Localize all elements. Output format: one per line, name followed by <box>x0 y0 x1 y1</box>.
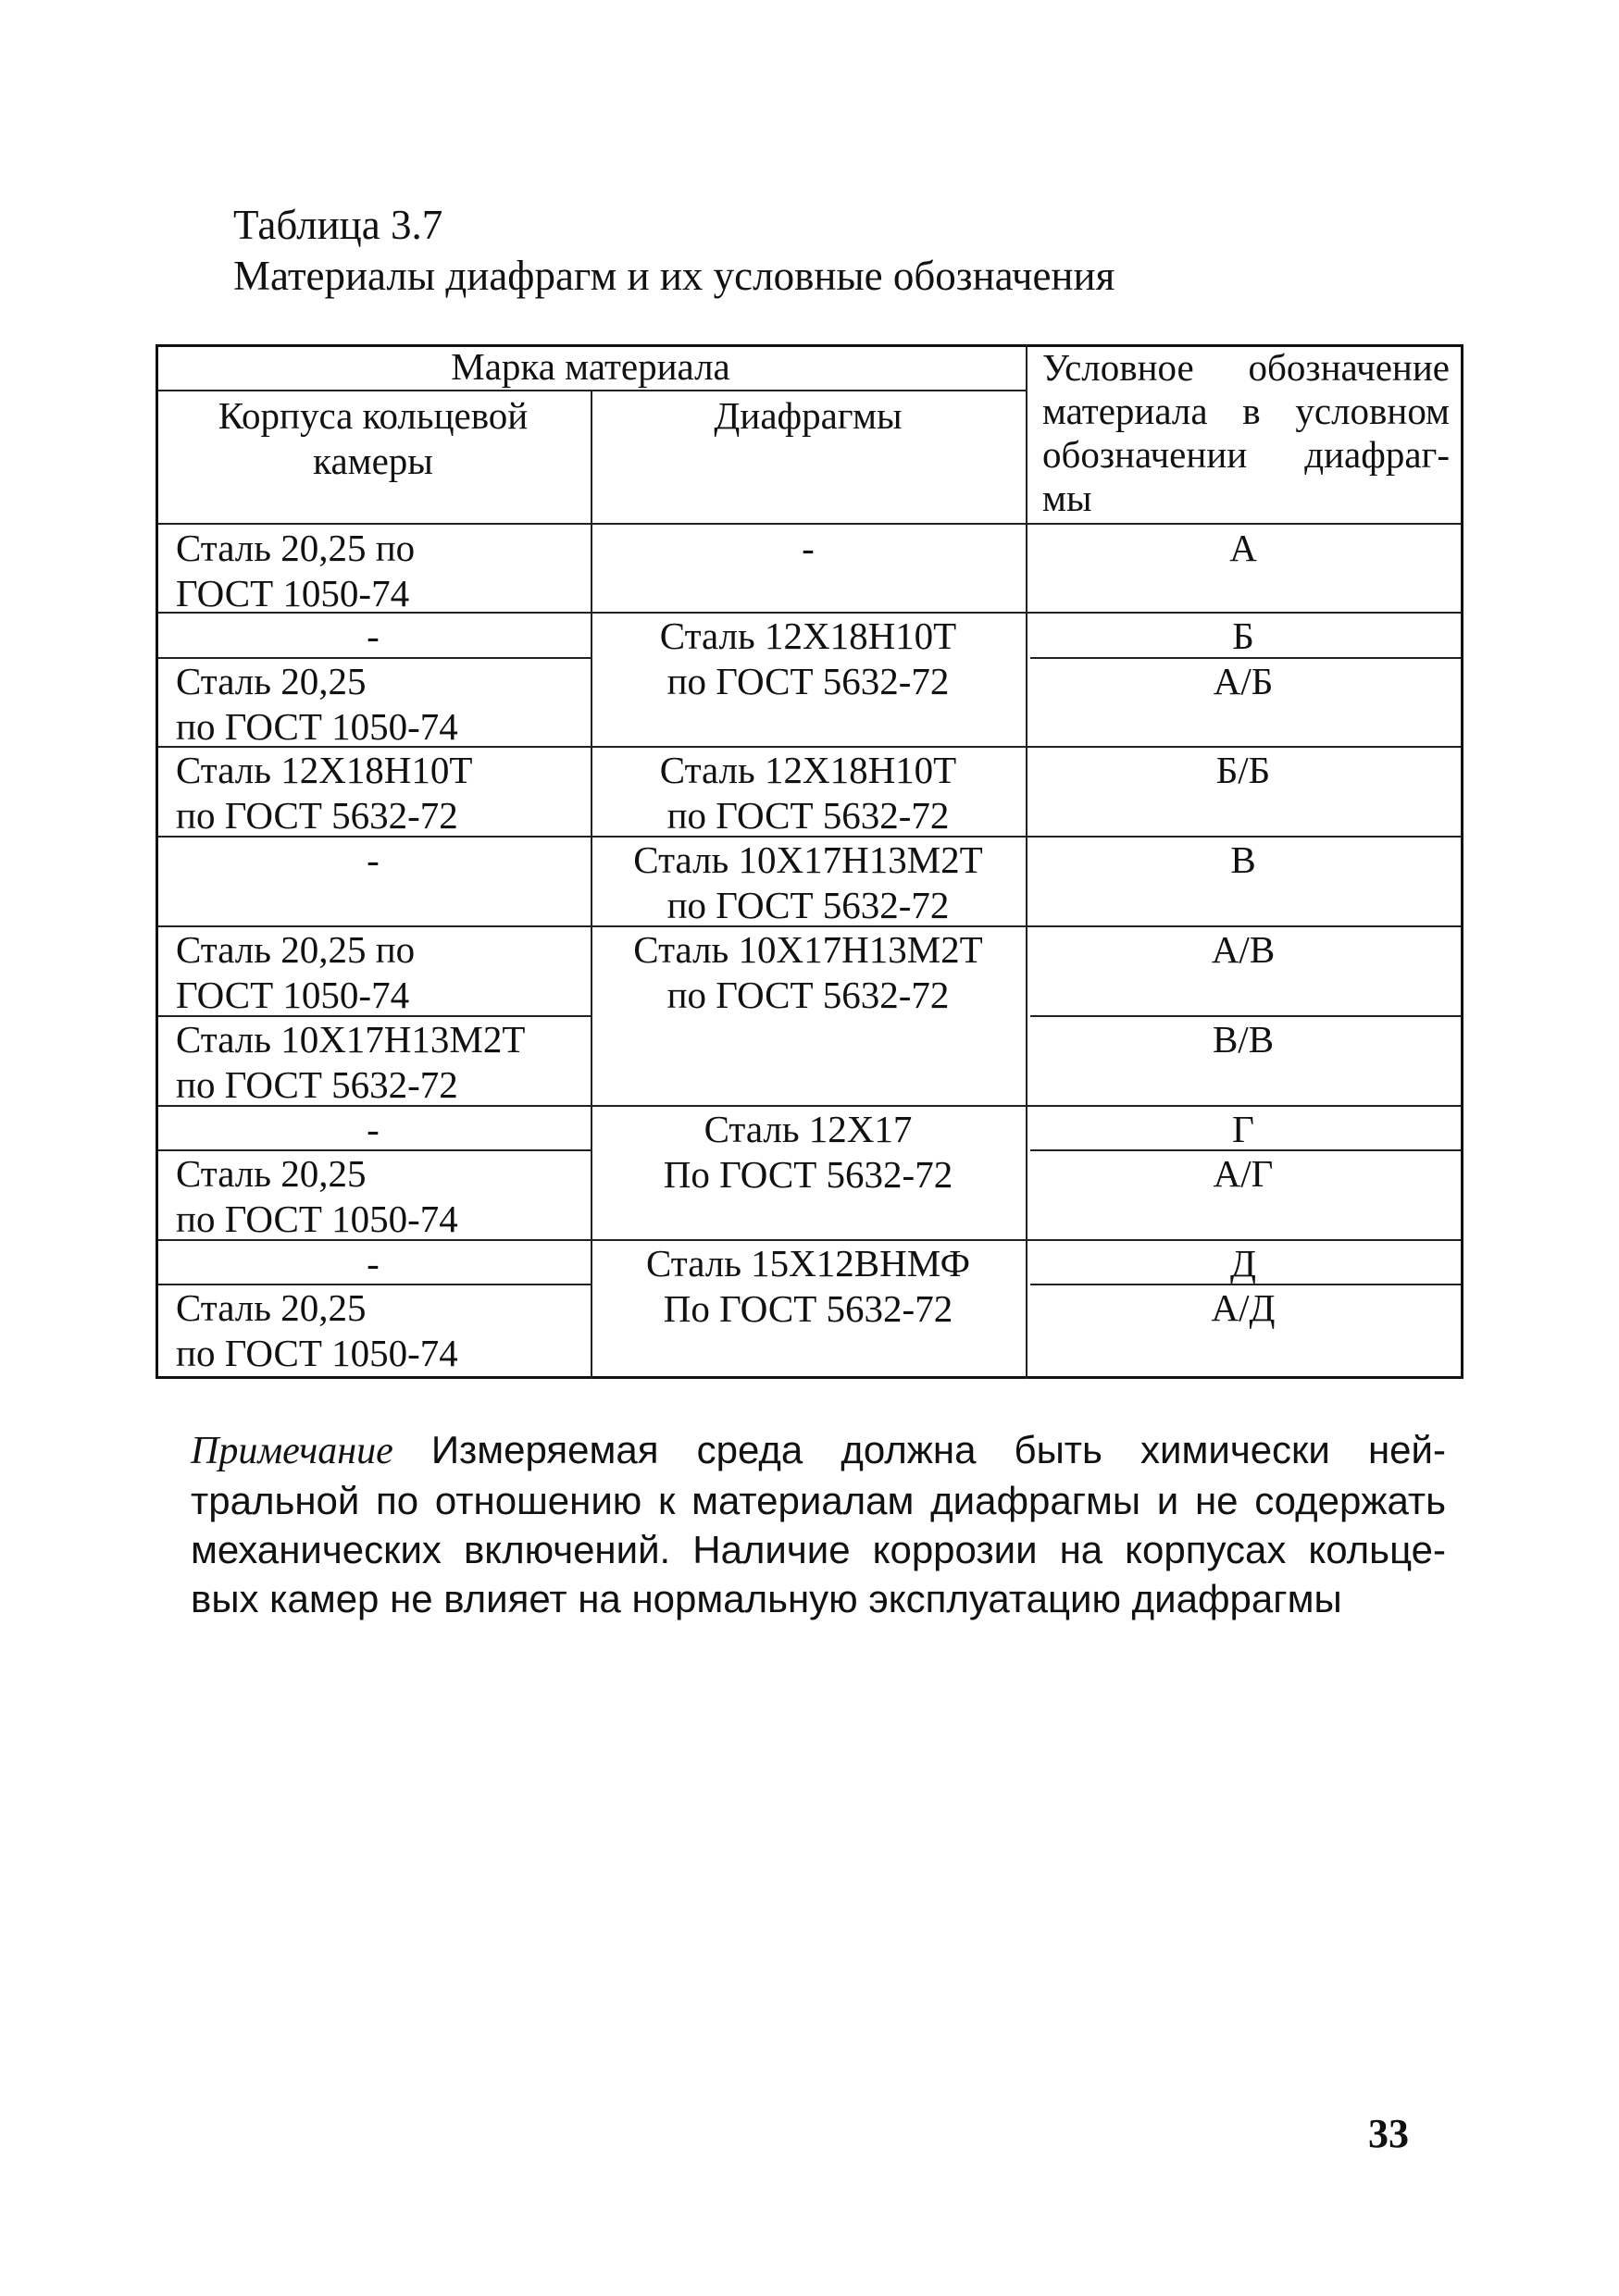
header-diaphragm-col: Диафрагмы <box>714 394 903 437</box>
body-material: - <box>367 838 380 881</box>
body-material: - <box>367 614 380 657</box>
diaphragm-material: Сталь 10Х17Н13М2Т по ГОСТ 5632-72 <box>633 838 983 926</box>
note-line: вых камер не влияет на нормальную эксплуатацию диафрагмы <box>191 1577 1342 1620</box>
material-code: Б <box>1232 614 1254 657</box>
header-code-col: Условное обозначение материала в условном обозначении диафраг- мы <box>1042 346 1450 519</box>
body-material: Сталь 10Х17Н13М2Т по ГОСТ 5632-72 <box>176 1018 526 1106</box>
diaphragm-material: Сталь 15Х12ВНМФ По ГОСТ 5632-72 <box>645 1242 971 1330</box>
body-material: Сталь 20,25 по ГОСТ 1050-74 <box>176 660 458 748</box>
material-code: А/Б <box>1213 660 1274 702</box>
note-line: тральной по отношению к материалам диафрагмы и не содержать <box>191 1479 1446 1522</box>
note-label: Примечание <box>191 1430 393 1472</box>
body-material: Сталь 20,25 по ГОСТ 1050-74 <box>176 1286 458 1374</box>
body-material: Сталь 20,25 по ГОСТ 1050-74 <box>176 1152 458 1240</box>
materials-table <box>156 344 1463 1379</box>
material-code: Г <box>1232 1108 1254 1150</box>
material-code: А/Г <box>1213 1152 1274 1195</box>
diaphragm-material: Сталь 10Х17Н13М2Т по ГОСТ 5632-72 <box>633 928 983 1016</box>
body-material: - <box>367 1108 380 1150</box>
table-rule <box>1461 344 1463 1379</box>
note-line: Примечание Измеряемая среда должна быть химически ней- <box>191 1428 1446 1472</box>
diaphragm-material: Сталь 12Х18Н10Т по ГОСТ 5632-72 <box>659 614 957 702</box>
body-material: Сталь 20,25 по ГОСТ 1050-74 <box>176 527 416 614</box>
table-note <box>191 1425 1446 1623</box>
material-code: Д <box>1230 1242 1256 1285</box>
body-material: - <box>367 1242 380 1285</box>
header-material-grade: Марка материала <box>451 345 730 388</box>
table-rule <box>156 1376 1463 1379</box>
table-title: Материалы диафрагм и их условные обозначения <box>233 253 1115 299</box>
material-code: А/Д <box>1211 1286 1276 1329</box>
diaphragm-material: Сталь 12Х18Н10Т по ГОСТ 5632-72 <box>659 749 957 837</box>
note-line: механических включений. Наличие коррозии на корпусах кольце- <box>191 1528 1446 1571</box>
header-body-col: Корпуса кольцевой камеры <box>218 394 529 482</box>
page-number: 33 <box>1368 2111 1409 2156</box>
material-code: В <box>1230 838 1256 881</box>
material-code: В/В <box>1212 1018 1275 1061</box>
table-number: Таблица 3.7 <box>233 202 443 248</box>
body-material: Сталь 20,25 по ГОСТ 1050-74 <box>176 928 416 1016</box>
diaphragm-material: Сталь 12Х17 По ГОСТ 5632-72 <box>663 1108 953 1196</box>
material-code: Б/Б <box>1215 749 1271 791</box>
body-material: Сталь 12Х18Н10Т по ГОСТ 5632-72 <box>176 749 473 837</box>
table-rule <box>156 523 1463 525</box>
material-code: А <box>1229 527 1257 569</box>
material-code: А/В <box>1211 928 1276 971</box>
diaphragm-material: - <box>802 527 815 569</box>
